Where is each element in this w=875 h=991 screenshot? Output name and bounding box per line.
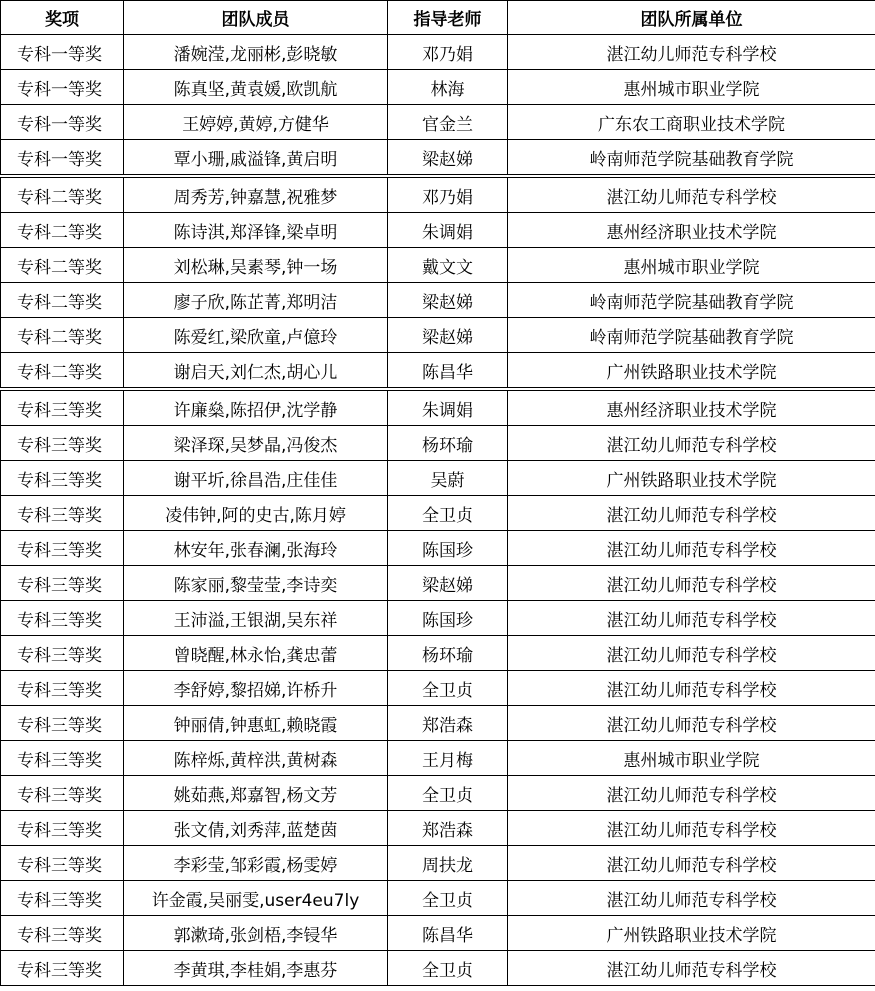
unit-cell: 广州铁路职业技术学院	[508, 461, 875, 496]
teacher-cell: 陈昌华	[388, 916, 508, 951]
members-cell: 钟丽倩,钟惠虹,赖晓霞	[124, 706, 388, 741]
teacher-cell: 林海	[388, 70, 508, 105]
teacher-cell: 梁赵娣	[388, 140, 508, 177]
unit-cell: 湛江幼儿师范专科学校	[508, 951, 875, 986]
unit-cell: 惠州经济职业技术学院	[508, 389, 875, 426]
award-cell: 专科三等奖	[1, 741, 124, 776]
teacher-cell: 陈国珍	[388, 601, 508, 636]
members-cell: 林安年,张春澜,张海玲	[124, 531, 388, 566]
award-cell: 专科一等奖	[1, 35, 124, 70]
unit-cell: 湛江幼儿师范专科学校	[508, 566, 875, 601]
award-cell: 专科三等奖	[1, 389, 124, 426]
unit-cell: 湛江幼儿师范专科学校	[508, 176, 875, 213]
award-cell: 专科三等奖	[1, 531, 124, 566]
members-cell: 王沛溢,王银湖,吴东祥	[124, 601, 388, 636]
table-row	[1, 426, 875, 461]
award-cell: 专科三等奖	[1, 951, 124, 986]
table-row	[1, 776, 875, 811]
award-cell: 专科三等奖	[1, 846, 124, 881]
award-cell: 专科二等奖	[1, 248, 124, 283]
table-row	[1, 811, 875, 846]
table-row	[1, 671, 875, 706]
unit-cell: 湛江幼儿师范专科学校	[508, 35, 875, 70]
award-cell: 专科二等奖	[1, 353, 124, 390]
members-cell: 梁泽琛,吴梦晶,冯俊杰	[124, 426, 388, 461]
unit-cell: 湛江幼儿师范专科学校	[508, 496, 875, 531]
members-cell: 谢启天,刘仁杰,胡心儿	[124, 353, 388, 390]
award-cell: 专科二等奖	[1, 318, 124, 353]
teacher-cell: 梁赵娣	[388, 566, 508, 601]
table-row	[1, 601, 875, 636]
table-row	[1, 318, 875, 353]
teacher-cell: 吴蔚	[388, 461, 508, 496]
table-row	[1, 951, 875, 986]
members-cell: 许廉燊,陈招伊,沈学静	[124, 389, 388, 426]
award-cell: 专科三等奖	[1, 776, 124, 811]
teacher-cell: 邓乃娟	[388, 176, 508, 213]
unit-cell: 湛江幼儿师范专科学校	[508, 601, 875, 636]
unit-cell: 惠州城市职业学院	[508, 741, 875, 776]
members-cell: 陈梓烁,黄梓洪,黄树森	[124, 741, 388, 776]
header-row	[1, 1, 875, 35]
teacher-cell: 陈国珍	[388, 531, 508, 566]
unit-cell: 湛江幼儿师范专科学校	[508, 846, 875, 881]
members-cell: 周秀芳,钟嘉慧,祝雅梦	[124, 176, 388, 213]
table-row	[1, 496, 875, 531]
table-row	[1, 846, 875, 881]
unit-cell: 湛江幼儿师范专科学校	[508, 426, 875, 461]
table-body	[1, 35, 875, 986]
members-cell: 陈家丽,黎莹莹,李诗奕	[124, 566, 388, 601]
teacher-cell: 杨环瑜	[388, 636, 508, 671]
award-cell: 专科三等奖	[1, 706, 124, 741]
table-row	[1, 706, 875, 741]
members-cell: 郭漱琦,张剑梧,李锓华	[124, 916, 388, 951]
table-row	[1, 105, 875, 140]
teacher-cell: 陈昌华	[388, 353, 508, 390]
teacher-cell: 郑浩森	[388, 706, 508, 741]
teacher-cell: 杨环瑜	[388, 426, 508, 461]
unit-cell: 广州铁路职业技术学院	[508, 353, 875, 390]
teacher-cell: 官金兰	[388, 105, 508, 140]
members-cell: 曾晓醒,林永怡,龚忠蕾	[124, 636, 388, 671]
unit-cell: 湛江幼儿师范专科学校	[508, 881, 875, 916]
teacher-cell: 周扶龙	[388, 846, 508, 881]
award-cell: 专科三等奖	[1, 811, 124, 846]
table-row	[1, 566, 875, 601]
teacher-cell: 邓乃娟	[388, 35, 508, 70]
unit-cell: 湛江幼儿师范专科学校	[508, 671, 875, 706]
unit-cell: 岭南师范学院基础教育学院	[508, 283, 875, 318]
award-cell: 专科二等奖	[1, 176, 124, 213]
members-cell: 王婷婷,黄婷,方健华	[124, 105, 388, 140]
table-row	[1, 176, 875, 213]
unit-cell: 岭南师范学院基础教育学院	[508, 140, 875, 177]
award-cell: 专科一等奖	[1, 140, 124, 177]
table-row	[1, 248, 875, 283]
teacher-cell: 全卫贞	[388, 881, 508, 916]
unit-cell: 湛江幼儿师范专科学校	[508, 776, 875, 811]
unit-cell: 湛江幼儿师范专科学校	[508, 531, 875, 566]
teacher-cell: 王月梅	[388, 741, 508, 776]
teacher-cell: 全卫贞	[388, 496, 508, 531]
header-teacher: 指导老师	[388, 1, 508, 35]
members-cell: 潘婉滢,龙丽彬,彭晓敏	[124, 35, 388, 70]
members-cell: 李彩莹,邹彩霞,杨雯婷	[124, 846, 388, 881]
table-row	[1, 916, 875, 951]
members-cell: 谢平圻,徐昌浩,庄佳佳	[124, 461, 388, 496]
members-cell: 凌伟钟,阿的史古,陈月婷	[124, 496, 388, 531]
award-cell: 专科三等奖	[1, 601, 124, 636]
table-row	[1, 140, 875, 177]
table-row	[1, 70, 875, 105]
unit-cell: 广东农工商职业技术学院	[508, 105, 875, 140]
teacher-cell: 郑浩森	[388, 811, 508, 846]
table-row	[1, 881, 875, 916]
members-cell: 覃小珊,戚溢锋,黄启明	[124, 140, 388, 177]
table-row	[1, 389, 875, 426]
members-cell: 李黄琪,李桂娟,李惠芬	[124, 951, 388, 986]
members-cell: 许金霞,吴丽雯,user4eu7ly	[124, 881, 388, 916]
award-cell: 专科三等奖	[1, 496, 124, 531]
members-cell: 陈爱红,梁欣童,卢億玲	[124, 318, 388, 353]
table-row	[1, 636, 875, 671]
teacher-cell: 梁赵娣	[388, 283, 508, 318]
award-cell: 专科三等奖	[1, 461, 124, 496]
members-cell: 刘松琳,吴素琴,钟一场	[124, 248, 388, 283]
members-cell: 廖子欣,陈芷菁,郑明洁	[124, 283, 388, 318]
members-cell: 李舒婷,黎招娣,许桥升	[124, 671, 388, 706]
award-cell: 专科一等奖	[1, 70, 124, 105]
table-row	[1, 741, 875, 776]
award-cell: 专科三等奖	[1, 881, 124, 916]
unit-cell: 惠州城市职业学院	[508, 70, 875, 105]
teacher-cell: 全卫贞	[388, 951, 508, 986]
header-members: 团队成员	[124, 1, 388, 35]
table-row	[1, 35, 875, 70]
unit-cell: 岭南师范学院基础教育学院	[508, 318, 875, 353]
teacher-cell: 朱调娟	[388, 213, 508, 248]
unit-cell: 惠州经济职业技术学院	[508, 213, 875, 248]
unit-cell: 广州铁路职业技术学院	[508, 916, 875, 951]
teacher-cell: 全卫贞	[388, 671, 508, 706]
award-cell: 专科三等奖	[1, 636, 124, 671]
award-cell: 专科三等奖	[1, 916, 124, 951]
table-row	[1, 353, 875, 390]
header-award: 奖项	[1, 1, 124, 35]
award-cell: 专科三等奖	[1, 671, 124, 706]
teacher-cell: 梁赵娣	[388, 318, 508, 353]
table-row	[1, 531, 875, 566]
award-cell: 专科三等奖	[1, 426, 124, 461]
members-cell: 陈诗淇,郑泽锋,梁卓明	[124, 213, 388, 248]
members-cell: 张文倩,刘秀萍,蓝楚茵	[124, 811, 388, 846]
award-cell: 专科二等奖	[1, 283, 124, 318]
unit-cell: 湛江幼儿师范专科学校	[508, 811, 875, 846]
unit-cell: 惠州城市职业学院	[508, 248, 875, 283]
members-cell: 姚茹燕,郑嘉智,杨文芳	[124, 776, 388, 811]
header-unit: 团队所属单位	[508, 1, 875, 35]
award-cell: 专科三等奖	[1, 566, 124, 601]
table-row	[1, 461, 875, 496]
award-cell: 专科一等奖	[1, 105, 124, 140]
members-cell: 陈真坚,黄袁媛,欧凯航	[124, 70, 388, 105]
table-row	[1, 213, 875, 248]
unit-cell: 湛江幼儿师范专科学校	[508, 706, 875, 741]
table-row	[1, 283, 875, 318]
award-cell: 专科二等奖	[1, 213, 124, 248]
teacher-cell: 朱调娟	[388, 389, 508, 426]
teacher-cell: 戴文文	[388, 248, 508, 283]
teacher-cell: 全卫贞	[388, 776, 508, 811]
unit-cell: 湛江幼儿师范专科学校	[508, 636, 875, 671]
